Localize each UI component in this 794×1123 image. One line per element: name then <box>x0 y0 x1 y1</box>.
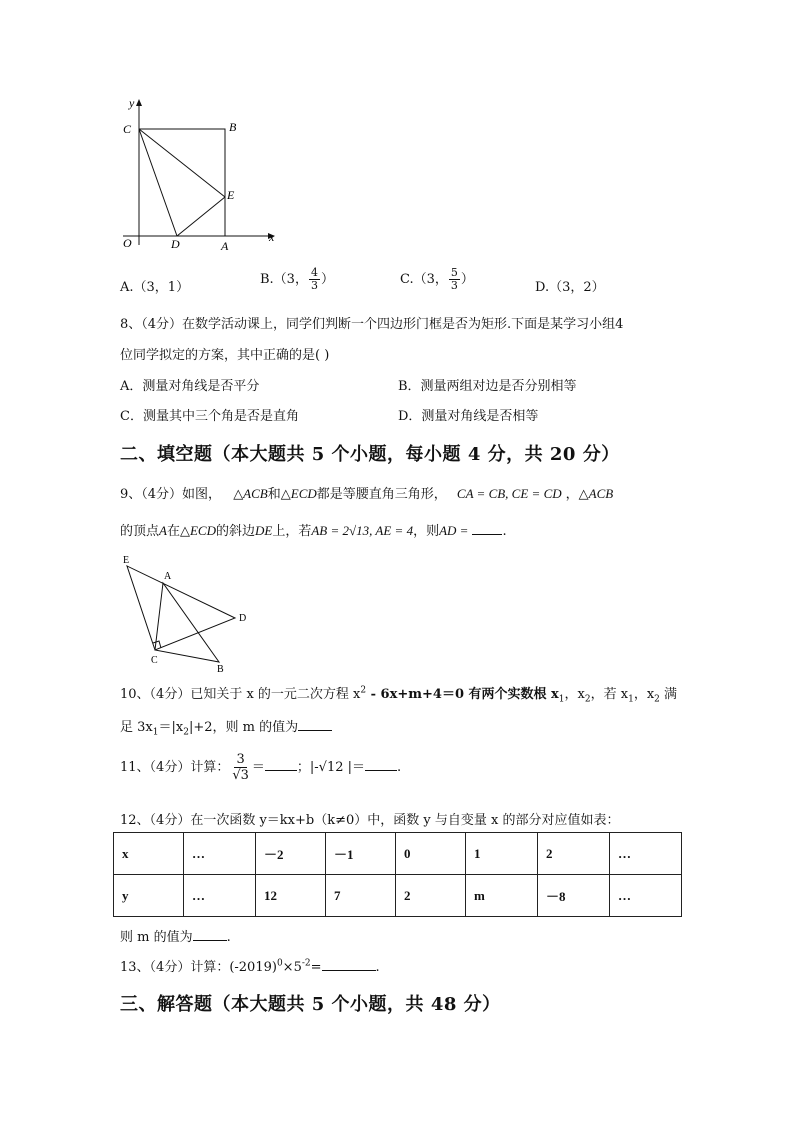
q7-option-a[interactable]: A.（3，1） <box>120 280 190 295</box>
q9-l2g: 上，若 <box>272 524 312 539</box>
q8-stem-line2: 位同学拟定的方案，其中正确的是( ) <box>120 348 330 363</box>
y-axis-arrow <box>136 99 142 106</box>
q10-c: ，x <box>564 687 585 702</box>
q9-p2: 和 <box>267 487 281 502</box>
q10-i: |+2，则 m 的值为 <box>188 720 299 735</box>
q7-c-fraction <box>449 267 460 292</box>
fig2-label-c: C <box>151 655 158 666</box>
label-a: A <box>221 239 229 253</box>
q7-b-fraction <box>309 267 320 292</box>
q11-b: ＝ <box>251 760 265 775</box>
label-d: D <box>171 237 180 251</box>
table-cell: 2 <box>538 833 610 875</box>
q10-e: ，x <box>633 687 655 702</box>
q11-den: √3 <box>232 768 249 783</box>
q8-option-d[interactable]: D．测量对角线是否相等 <box>398 409 539 424</box>
q11-num: 3 <box>236 752 245 767</box>
table-cell: … <box>610 875 682 917</box>
q11-fraction <box>230 752 251 783</box>
q10-s3: 1 <box>628 694 634 705</box>
q9-l2b: A <box>159 523 167 538</box>
q7-c-close: ） <box>460 272 474 287</box>
q10-g: 足 3x <box>120 720 153 735</box>
q9-l2f: DE <box>255 523 273 538</box>
q7-c-num: 5 <box>450 266 458 279</box>
q10-s1: 1 <box>558 694 565 705</box>
fig2-label-e: E <box>123 555 130 566</box>
table-cell: m <box>466 875 538 917</box>
table-cell: －2 <box>256 833 326 875</box>
q11-a: 11、（4分）计算： <box>120 760 230 775</box>
table-cell: … <box>184 875 256 917</box>
q9-l2a: 的顶点 <box>120 524 160 539</box>
label-x: x <box>269 230 275 244</box>
q9-l2e: 的斜边 <box>215 524 255 539</box>
q8-option-b[interactable]: B．测量两组对边是否分别相等 <box>398 379 577 394</box>
q13-a: 13、（4分）计算：(-2019) <box>120 960 277 975</box>
table-row <box>114 833 682 875</box>
q10-d: ，若 x <box>590 687 629 702</box>
q12-stem: 12、（4分）在一次函数 y＝kx+b（k≠0）中，函数 y 与自变量 x 的部分对应值如表： <box>120 813 620 828</box>
section2-heading: 二、填空题（本大题共 5 个小题，每小题 4 分，共 20 分） <box>120 444 620 465</box>
q7-b-close: ） <box>320 272 334 287</box>
q10-f: 满 <box>659 687 678 702</box>
q7-b-den: 3 <box>310 279 318 292</box>
q11-answer-blank-2[interactable] <box>365 759 397 771</box>
table-cell: x <box>114 833 184 875</box>
q13-sup0: 0 <box>276 958 283 969</box>
label-o: O <box>123 236 132 250</box>
q10-s5: 1 <box>152 727 159 738</box>
rectangle-oabc <box>139 129 225 236</box>
q8-option-c[interactable]: C．测量其中三个角是否是直角 <box>120 409 299 424</box>
q10-h: ＝|x <box>158 720 184 735</box>
q9-l2d: △ECD <box>179 523 216 538</box>
fig2-label-b: B <box>217 664 224 674</box>
section3-heading: 三、解答题（本大题共 5 个小题，共 48 分） <box>120 994 501 1015</box>
table-cell: 7 <box>326 875 396 917</box>
q7-option-d[interactable]: D.（3，2） <box>535 280 605 295</box>
q10-s2: 2 <box>584 694 591 705</box>
q10-s4: 2 <box>654 694 660 705</box>
q7-b-prefix: B.（3， <box>260 272 308 287</box>
table-cell: 1 <box>466 833 538 875</box>
segment-de <box>177 197 225 236</box>
fig2-label-d: D <box>239 613 247 624</box>
q12-after <box>120 926 231 945</box>
q9-l2h: AB = 2√13, AE = 4 <box>311 523 414 538</box>
q9-m1: △ACB <box>233 486 268 501</box>
label-e: E <box>227 188 235 202</box>
table-cell: －1 <box>326 833 396 875</box>
q10-a: 10、（4分）已知关于 x 的一元二次方程 x <box>120 687 361 702</box>
q10-s6: 2 <box>183 727 189 738</box>
table-cell: －8 <box>538 875 610 917</box>
q9-answer-blank[interactable] <box>472 523 502 535</box>
q11-answer-blank-1[interactable] <box>265 759 297 771</box>
q13-c: = <box>310 960 322 975</box>
q12-after-text: 则 m 的值为 <box>120 930 193 945</box>
q9-m2: △ECD <box>280 486 317 501</box>
q9-p4: ， <box>565 487 579 502</box>
q9-p3: 都是等腰直角三角形， <box>316 487 447 502</box>
q9-l2j: AD = <box>439 523 469 538</box>
table-cell: y <box>114 875 184 917</box>
q7-option-b[interactable] <box>260 267 334 292</box>
q8-option-a[interactable]: A．测量对角线是否平分 <box>120 379 260 394</box>
q9-l2i: ，则 <box>413 524 440 539</box>
coordinate-figure <box>115 95 285 255</box>
q12-value-table <box>113 832 682 917</box>
label-y: y <box>129 96 135 110</box>
q7-c-prefix: C.（3， <box>400 272 448 287</box>
segment-cd <box>139 129 177 236</box>
q9-l2c: 在 <box>166 524 180 539</box>
q9-line1 <box>120 483 613 502</box>
q7-option-c[interactable] <box>400 267 474 292</box>
triangle-figure <box>115 552 255 674</box>
q9-p1: 9、（4分）如图， <box>120 487 222 502</box>
table-cell: 2 <box>396 875 466 917</box>
q12-answer-blank[interactable] <box>193 929 227 941</box>
q10-line1 <box>120 683 677 705</box>
q13-b: ×5 <box>282 960 302 975</box>
fig2-label-a: A <box>164 571 172 582</box>
q8-stem-line1: 8、（4分）在数学活动课上，同学们判断一个四边形门框是否为矩形.下面是某学习小组4 <box>120 317 624 332</box>
q9-m4: △ACB <box>578 486 614 501</box>
q10-sup2: 2 <box>360 685 367 696</box>
q10-answer-blank[interactable] <box>298 719 332 731</box>
label-b: B <box>229 120 237 134</box>
table-cell: … <box>184 833 256 875</box>
q7-b-num: 4 <box>310 266 318 279</box>
q12-after-end: . <box>226 930 231 945</box>
table-cell: 12 <box>256 875 326 917</box>
label-c: C <box>123 122 132 136</box>
q13-line <box>120 956 380 975</box>
q9-line2 <box>120 520 507 539</box>
table-cell: … <box>610 833 682 875</box>
q13-d: . <box>375 960 380 975</box>
q10-line2 <box>120 716 332 738</box>
q9-l2k: . <box>502 524 507 539</box>
q13-answer-blank[interactable] <box>322 959 376 971</box>
table-cell: 0 <box>396 833 466 875</box>
q10-b: - 6x+m+4＝0 有两个实数根 x <box>366 687 559 702</box>
segment-ce <box>139 129 225 197</box>
q7-c-den: 3 <box>450 279 458 292</box>
table-row <box>114 875 682 917</box>
q13-supm2: -2 <box>301 958 311 969</box>
q11-c: ；|-√12 |＝ <box>296 760 366 775</box>
q9-m3: CA = CB, CE = CD <box>456 486 562 501</box>
q11-line <box>120 752 401 783</box>
q11-d: . <box>397 760 402 775</box>
